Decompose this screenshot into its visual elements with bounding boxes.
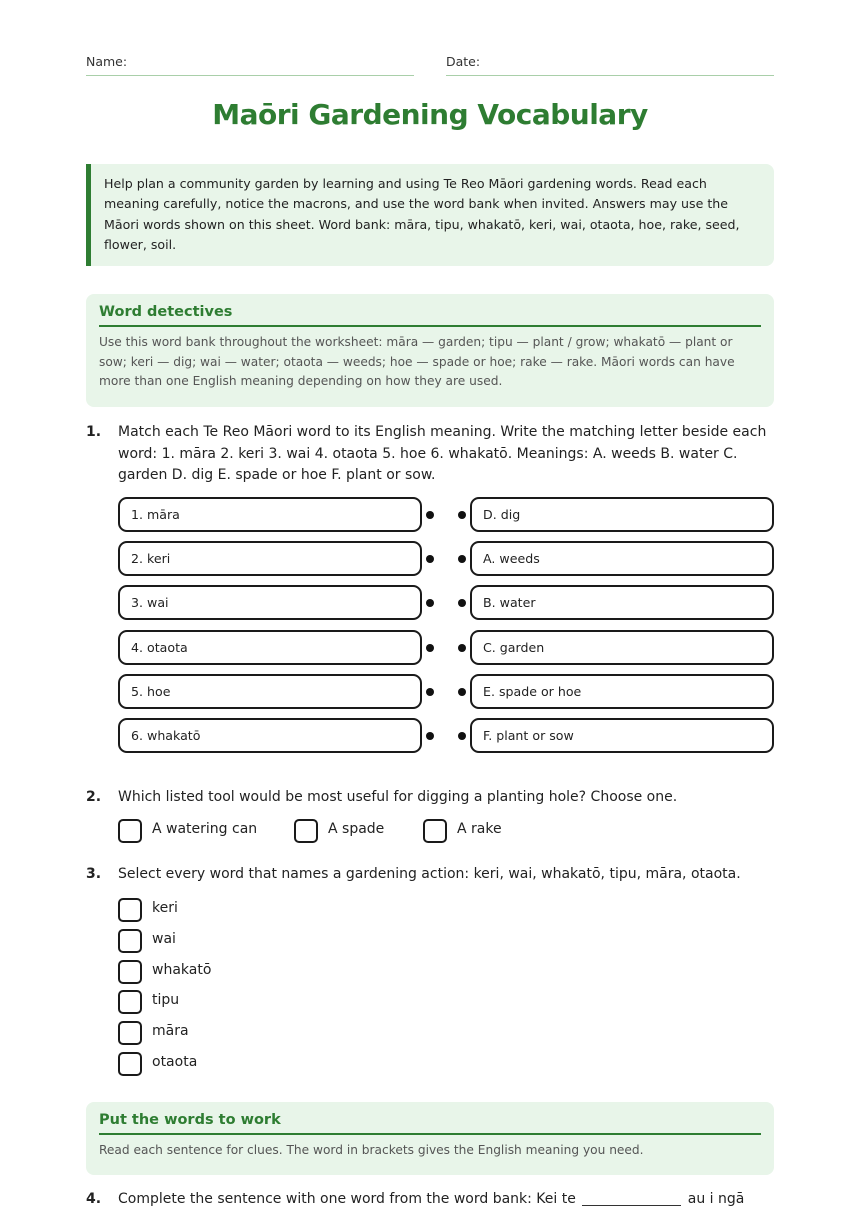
option-label: A watering can [152, 821, 258, 837]
match-left-dot[interactable] [426, 599, 434, 607]
option-label: A rake [457, 821, 502, 837]
match-right-item[interactable]: B. water [470, 585, 774, 620]
checkbox[interactable] [118, 1052, 142, 1076]
checkbox[interactable] [294, 819, 318, 843]
checkbox[interactable] [118, 960, 142, 984]
checkbox[interactable] [118, 990, 142, 1014]
match-right-dot[interactable] [458, 599, 466, 607]
match-left-dot[interactable] [426, 688, 434, 696]
sentence-end: au i ngā [687, 1191, 745, 1207]
checkbox[interactable] [118, 898, 142, 922]
option-label: A spade [328, 821, 385, 837]
checkbox[interactable] [423, 819, 447, 843]
option-label: wai [152, 931, 176, 947]
option-label: māra [152, 1023, 189, 1039]
match-right-item[interactable]: F. plant or sow [470, 718, 774, 753]
section-put-words-to-work [86, 1102, 774, 1175]
section-title: Word detectives [99, 304, 761, 327]
question-number: 2. [86, 789, 102, 805]
question-text [118, 1189, 774, 1211]
question-number: 4. [86, 1191, 102, 1207]
match-left-item[interactable]: 5. hoe [118, 674, 422, 709]
question-number: 3. [86, 866, 102, 882]
checkbox[interactable] [118, 819, 142, 843]
option-label: whakatō [152, 962, 212, 978]
match-right-dot[interactable] [458, 555, 466, 563]
name-date-row [86, 54, 774, 76]
section-text: Use this word bank throughout the worksheet: māra — garden; tipu — plant / grow; whakatō — plant or sow; keri — dig; wai — water; otaota — weeds; hoe — spade or hoe; rake — rake. Māori words can have more than one English meaning depending on how they are used. [99, 335, 735, 388]
sentence-start: Complete the sentence with one word from the word bank: Kei te [118, 1191, 576, 1207]
option-label: tipu [152, 992, 180, 1008]
match-right-item[interactable]: C. garden [470, 630, 774, 665]
section-word-detectives [86, 294, 774, 407]
question-text: Select every word that names a gardening action: keri, wai, whakatō, tipu, māra, otaota. [118, 866, 741, 882]
answer-blank[interactable] [582, 1190, 681, 1206]
match-left-item[interactable]: 1. māra [118, 497, 422, 532]
worksheet-title: Maōri Gardening Vocabulary [212, 98, 648, 131]
question-number: 1. [86, 424, 102, 440]
name-label: Name: [86, 54, 128, 69]
match-right-item[interactable]: D. dig [470, 497, 774, 532]
match-left-dot[interactable] [426, 511, 434, 519]
match-left-dot[interactable] [426, 644, 434, 652]
section-title: Put the words to work [99, 1112, 761, 1135]
intro-callout: Help plan a community garden by learning and using Te Reo Māori gardening words. Read each meaning carefully, notice the macrons, and use the word bank when invited. Answers may use the Māori words shown on this sheet. Word bank: māra, tipu, whakatō, keri, wai, otaota, hoe, rake, seed, flower, soil. [86, 164, 774, 266]
match-left-item[interactable]: 4. otaota [118, 630, 422, 665]
match-right-dot[interactable] [458, 511, 466, 519]
match-left-item[interactable]: 6. whakatō [118, 718, 422, 753]
option-label: keri [152, 900, 178, 916]
section-text: Read each sentence for clues. The word in brackets gives the English meaning you need. [99, 1143, 644, 1157]
match-left-dot[interactable] [426, 732, 434, 740]
date-label: Date: [446, 54, 481, 69]
question-text: Match each Te Reo Māori word to its English meaning. Write the matching letter beside each word: 1. māra 2. keri 3. wai 4. otaota 5. hoe 6. whakatō. Meanings: A. weeds B. water C. garden D. dig E. spade or hoe F. plant or sow. [118, 424, 767, 483]
match-right-dot[interactable] [458, 644, 466, 652]
match-right-item[interactable]: A. weeds [470, 541, 774, 576]
match-left-dot[interactable] [426, 555, 434, 563]
checkbox[interactable] [118, 929, 142, 953]
date-field[interactable] [446, 54, 774, 76]
checkbox[interactable] [118, 1021, 142, 1045]
match-right-dot[interactable] [458, 732, 466, 740]
name-field[interactable] [86, 54, 414, 76]
option-label: otaota [152, 1054, 198, 1070]
question-text: Which listed tool would be most useful for digging a planting hole? Choose one. [118, 789, 678, 805]
match-right-item[interactable]: E. spade or hoe [470, 674, 774, 709]
match-left-item[interactable]: 2. keri [118, 541, 422, 576]
match-left-item[interactable]: 3. wai [118, 585, 422, 620]
match-right-dot[interactable] [458, 688, 466, 696]
